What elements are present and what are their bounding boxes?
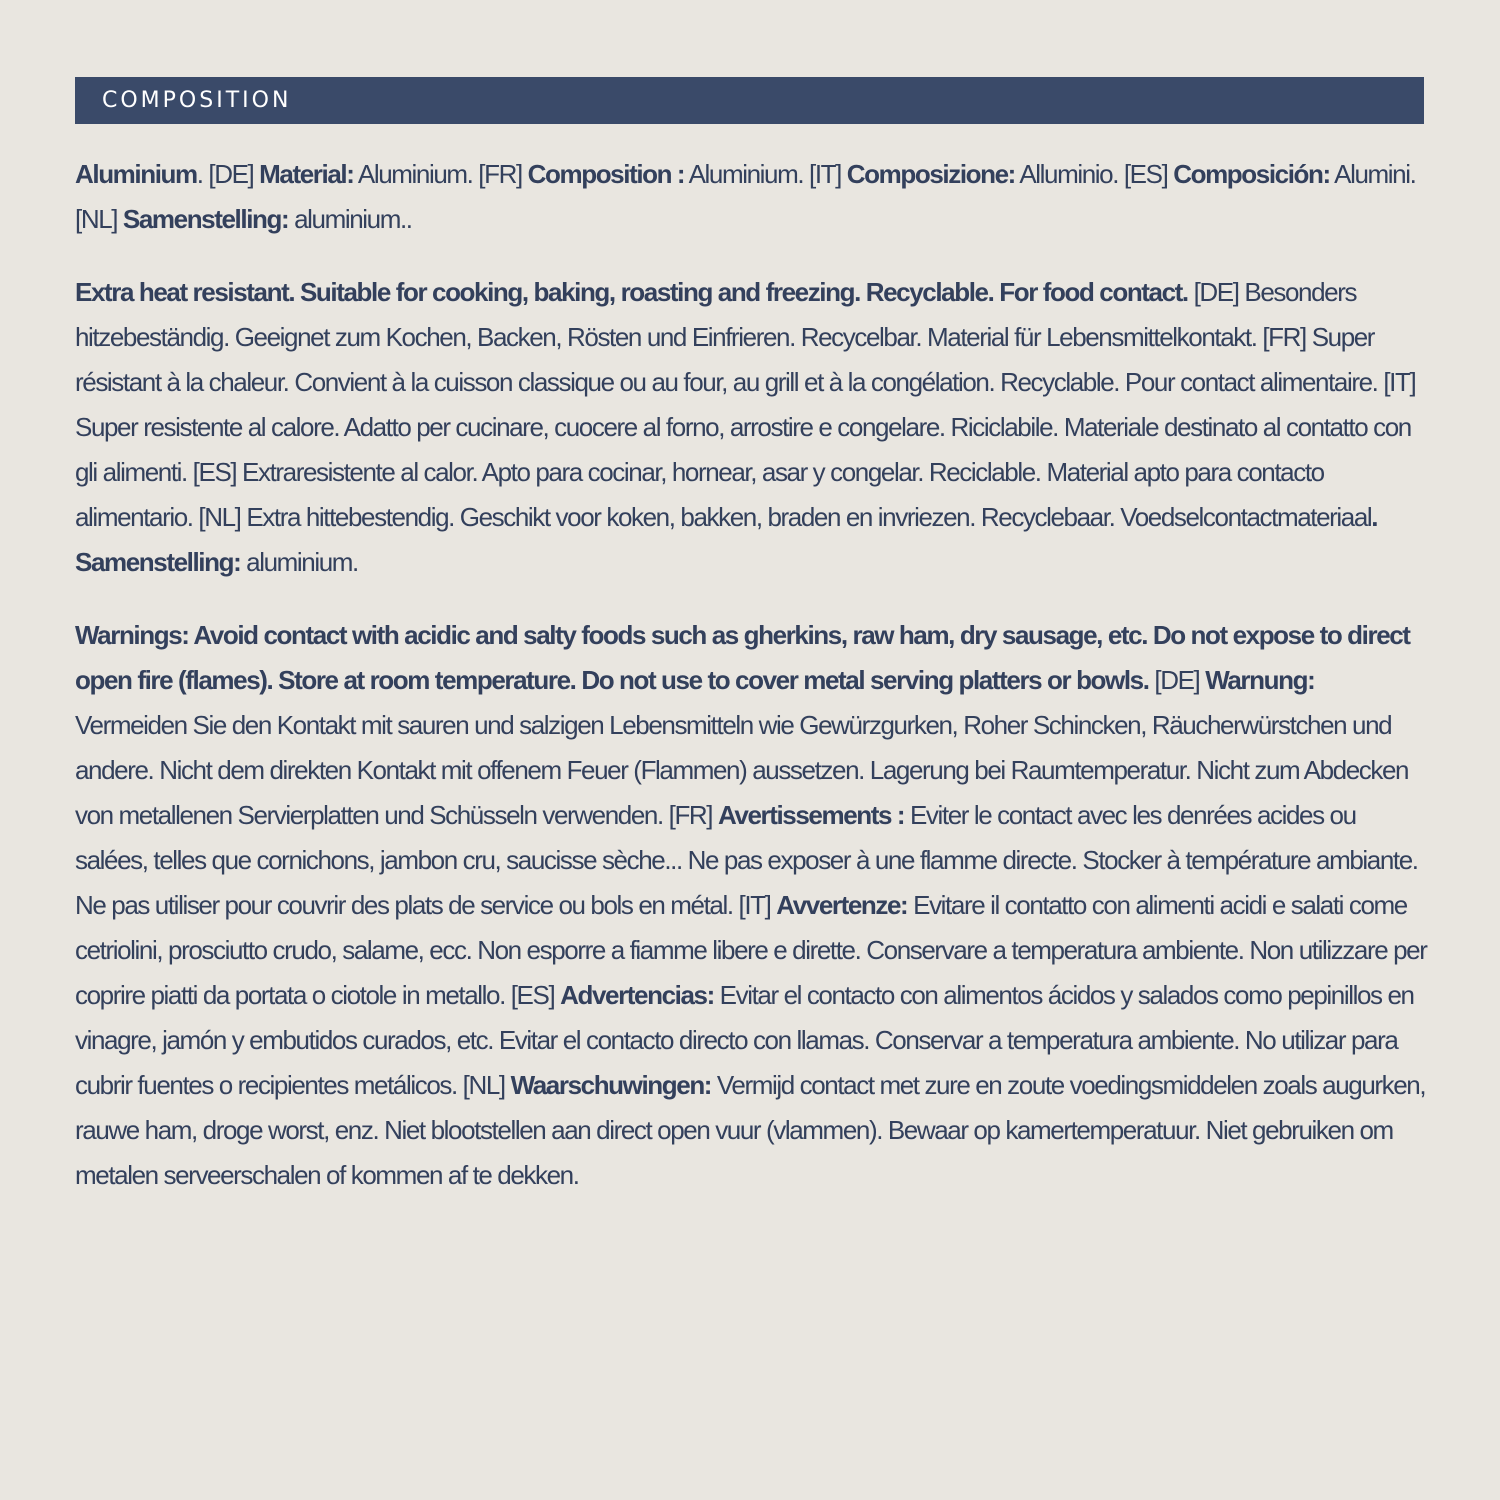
- text-segment: [DE]: [1148, 665, 1206, 695]
- text-segment: Aluminium. [FR]: [353, 159, 528, 189]
- text-segment: Vermeiden Sie den Kontakt mit sauren und salzigen Lebensmitteln wie Gewürzgurken, Roher Schincken, Räucherwürstchen und andere. Nicht dem direkten Kontakt mit offenem Feuer (Flammen) aussetzen. Lagerung bei Raumtemperatur. Nicht zum Abdecken von metallenen Servierplatten und Schüsseln verwenden. [FR]: [75, 710, 1409, 830]
- text-segment: Vermijd contact met zure en zoute voedingsmiddelen zoals augurken, rauwe ham, droge worst, enz. Niet blootstellen aan direct open vuur (vlammen). Bewaar op kamertemperatuur. Niet gebruiken om metalen serveerschalen of kommen af te dekken.: [75, 1070, 1426, 1190]
- composition-header-bar: [75, 77, 1424, 124]
- properties-paragraph: [75, 270, 1427, 585]
- bold-text-segment: Warnings: Avoid contact with acidic and salty foods such as gherkins, raw ham, dry sausage, etc. Do not expose to direct open fire (flames). Store at room temperature. Do not use to cover metal serving platters or bowls.: [75, 620, 1410, 695]
- bold-text-segment: Composition :: [527, 159, 685, 189]
- warnings-paragraph: [75, 613, 1427, 1198]
- text-segment: aluminium..: [288, 204, 412, 234]
- bold-text-segment: Advertencias:: [560, 980, 714, 1010]
- bold-text-segment: Aluminium: [75, 159, 197, 189]
- text-segment: Alluminio. [ES]: [1014, 159, 1174, 189]
- composition-content: [75, 152, 1427, 1226]
- text-segment: [DE] Besonders hitzebeständig. Geeignet zum Kochen, Backen, Rösten und Einfrieren. Recycelbar. Material für Lebensmittelkontakt. [FR] Super résistant à la chaleur. Convient à la cuisson classique ou au four, au grill et à la congélation. Recyclable. Pour contact alimentaire. [IT] Super resistente al calore. Adatto per cucinare, cuocere al forno, arrostire e congelare. Riciclabile. Materiale destinato al contatto con gli alimenti. [ES] Extraresistente al calor. Apto para cocinar, hornear, asar y congelar. Reciclable. Material apto para contacto alimentario. [NL] Extra hittebestendig. Geschikt voor koken, bakken, braden en invriezen. Recyclebaar. Voedselcontactmateriaal: [75, 277, 1416, 532]
- text-segment: Evitar el contacto con alimentos ácidos y salados como pepinillos en vinagre, jamón y embutidos curados, etc. Evitar el contacto directo con llamas. Conservar a temperatura ambiente. No utilizar para cubrir fuentes o recipientes metálicos. [NL]: [75, 980, 1414, 1100]
- bold-text-segment: . Samenstelling:: [75, 502, 1378, 577]
- text-segment: Aluminium. [IT]: [684, 159, 847, 189]
- text-segment: aluminium.: [240, 547, 358, 577]
- text-segment: Evitare il contatto con alimenti acidi e salati come cetriolini, prosciutto crudo, salame, ecc. Non esporre a fiamme libere e dirette. Conservare a temperatura ambiente. Non utilizzare per coprire piatti da portata o ciotole in metallo. [ES]: [75, 890, 1427, 1010]
- bold-text-segment: Samenstelling:: [122, 204, 289, 234]
- bold-text-segment: Composizione:: [846, 159, 1015, 189]
- text-segment: Alumini. [NL]: [75, 159, 1416, 234]
- bold-text-segment: Composición:: [1173, 159, 1330, 189]
- composition-title: COMPOSITION: [102, 88, 292, 113]
- bold-text-segment: Material:: [259, 159, 354, 189]
- bold-text-segment: Avvertenze:: [776, 890, 908, 920]
- text-segment: Eviter le contact avec les denrées acides ou salées, telles que cornichons, jambon cru, saucisse sèche... Ne pas exposer à une flamme directe. Stocker à température ambiante. Ne pas utiliser pour couvrir des plats de service ou bols en métal. [IT]: [75, 800, 1418, 920]
- bold-text-segment: Warnung:: [1205, 665, 1315, 695]
- text-segment: . [DE]: [196, 159, 260, 189]
- bold-text-segment: Avertissements :: [717, 800, 905, 830]
- bold-text-segment: Extra heat resistant. Suitable for cooking, baking, roasting and freezing. Recyclable. For food contact.: [75, 277, 1188, 307]
- material-paragraph: [75, 152, 1427, 242]
- bold-text-segment: Waarschuwingen:: [510, 1070, 712, 1100]
